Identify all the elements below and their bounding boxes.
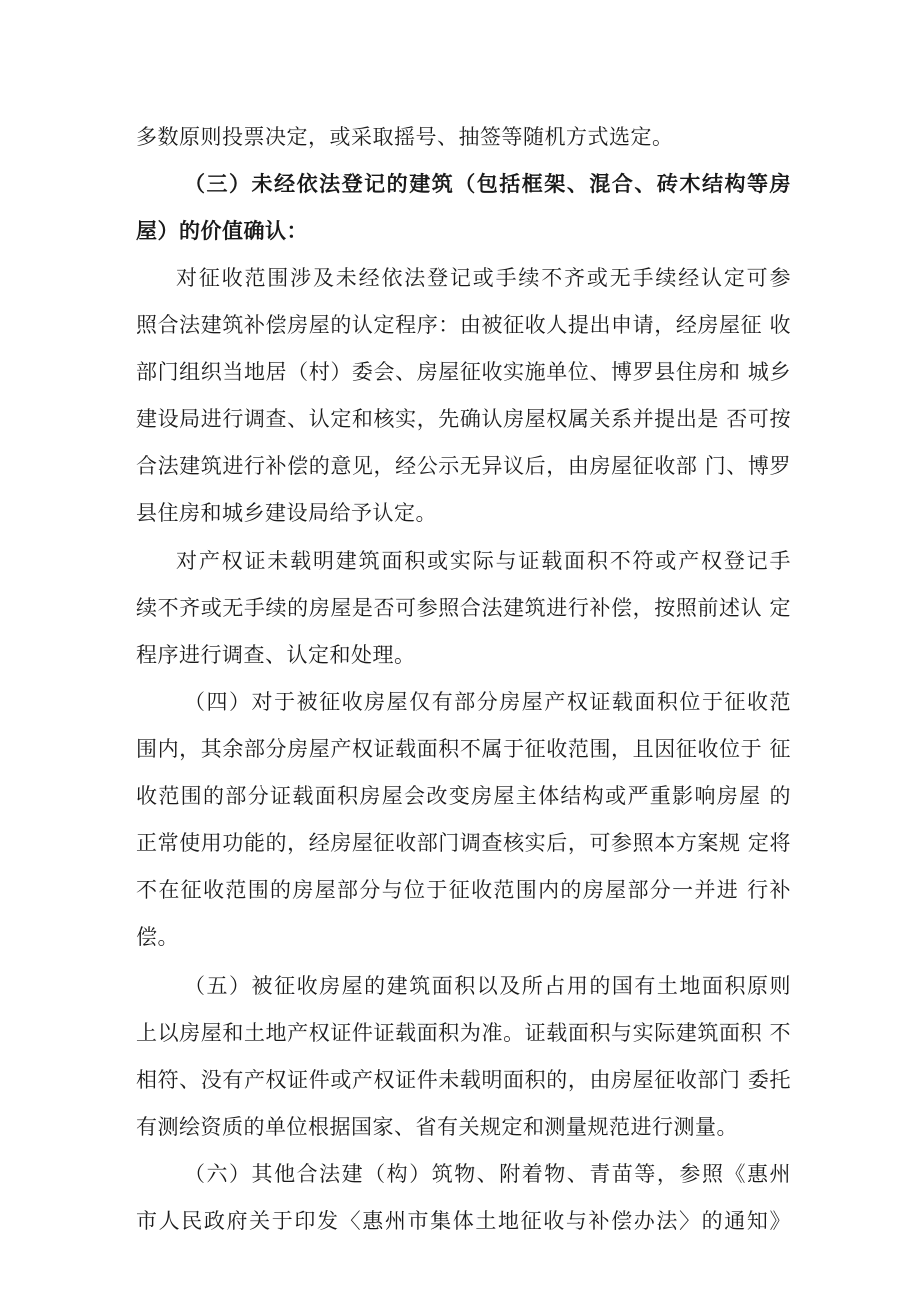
paragraph-line: 上以房屋和土地产权证件证载面积为准。证载面积与实际建筑面积 不	[136, 1021, 791, 1045]
section-heading: （三）未经依法登记的建筑（包括框架、混合、砖木结构等房	[184, 171, 791, 196]
paragraph-line: 相符、没有产权证件或产权证件未载明面积的，由房屋征收部门 委托	[136, 1068, 791, 1092]
paragraph-line: 正常使用功能的，经房屋征收部门调查核实后，可参照本方案规 定将	[136, 831, 791, 855]
paragraph-line: 建设局进行调查、认定和核实，先确认房屋权属关系并提出是 否可按	[136, 407, 791, 431]
paragraph-line: 有测绘资质的单位根据国家、省有关规定和测量规范进行测量。	[136, 1115, 738, 1139]
paragraph-line: （六）其他合法建（构）筑物、附着物、青苗等，参照《惠州	[184, 1162, 791, 1186]
paragraph-line: 部门组织当地居（村）委会、房屋征收实施单位、博罗县住房和 城乡	[136, 360, 791, 384]
paragraph-line: （五）被征收房屋的建筑面积以及所占用的国有土地面积原则	[184, 974, 791, 998]
paragraph-line: 合法建筑进行补偿的意见，经公示无异议后，由房屋征收部 门、博罗	[136, 454, 791, 478]
paragraph-line: 市人民政府关于印发〈惠州市集体土地征收与补偿办法〉的通知》	[136, 1209, 791, 1233]
section-heading: 屋）的价值确认：	[136, 218, 308, 243]
paragraph-line: 围内，其余部分房屋产权证载面积不属于征收范围，且因征收位于 征	[136, 737, 791, 761]
paragraph-line: 偿。	[136, 925, 179, 949]
text-line: 多数原则投票决定，或采取摇号、抽签等随机方式选定。	[136, 125, 674, 149]
paragraph-line: 程序进行调查、认定和处理。	[136, 643, 416, 667]
paragraph-line: 不在征收范围的房屋部分与位于征收范围内的房屋部分一并进 行补	[136, 878, 791, 902]
paragraph-line: 续不齐或无手续的房屋是否可参照合法建筑进行补偿，按照前述认 定	[136, 596, 791, 620]
paragraph-line: 对征收范围涉及未经依法登记或手续不齐或无手续经认定可参	[176, 266, 791, 290]
paragraph-line: 照合法建筑补偿房屋的认定程序：由被征收人提出申请，经房屋征 收	[136, 313, 791, 337]
paragraph-line: （四）对于被征收房屋仅有部分房屋产权证载面积位于征收范	[184, 690, 791, 714]
paragraph-line: 县住房和城乡建设局给予认定。	[136, 501, 437, 525]
paragraph-line: 对产权证未载明建筑面积或实际与证载面积不符或产权登记手	[176, 549, 791, 573]
paragraph-line: 收范围的部分证载面积房屋会改变房屋主体结构或严重影响房屋 的	[136, 784, 791, 808]
